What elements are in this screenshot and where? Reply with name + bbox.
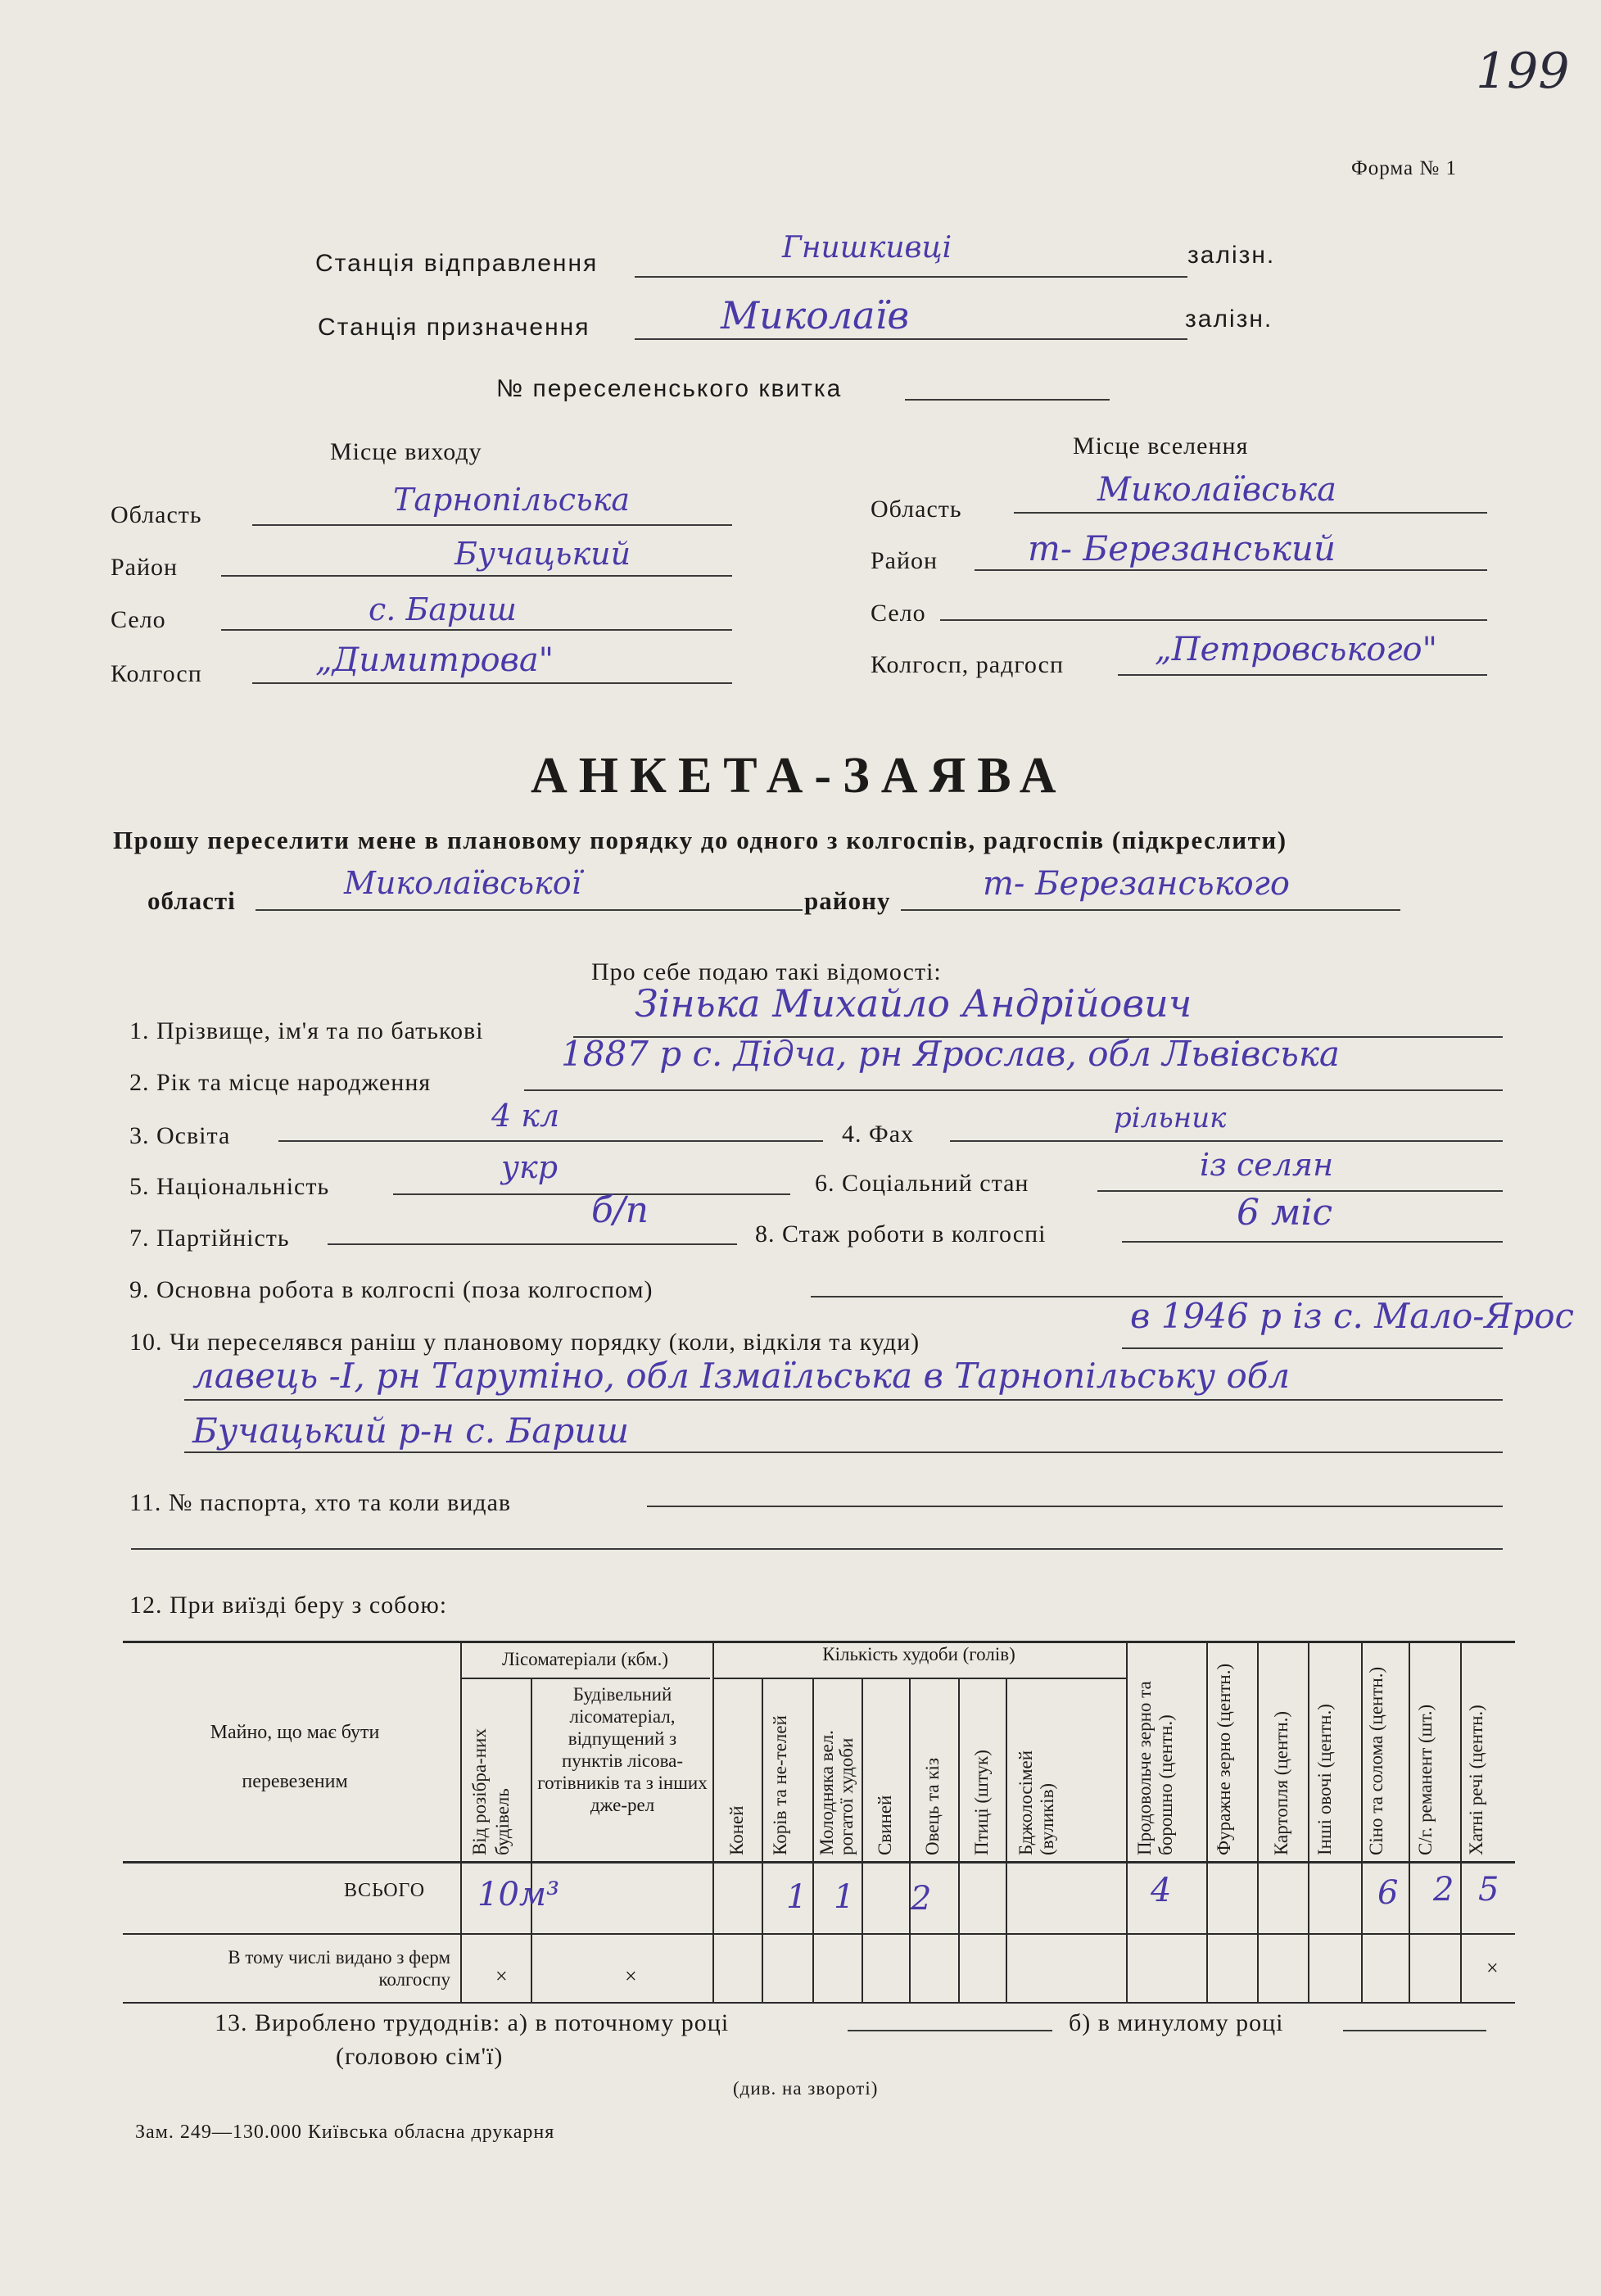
dest-rayon-value: т- Березанський (1028, 528, 1336, 568)
total-pigs: 2 (911, 1880, 932, 1918)
origin-heading: Місце виходу (330, 438, 482, 465)
origin-selo-label: Село (111, 606, 166, 633)
field-11-line-b (131, 1548, 1503, 1550)
field-2-label: 2. Рік та місце народження (129, 1069, 432, 1096)
rail-suffix-1: залізн. (1187, 242, 1276, 269)
cross-mark: × (495, 1964, 509, 1988)
see-back-note: (див. на звороті) (733, 2078, 879, 2099)
col-divider (1308, 1641, 1309, 2002)
livestock-group-header: Кількість худоби (голів) (822, 1644, 1015, 1664)
request-oblast-line (256, 909, 803, 911)
request-oblast-value: Миколаївської (344, 865, 581, 901)
request-rayon-label: району (804, 886, 891, 915)
field-7-value: б/п (591, 1189, 649, 1231)
col-divider (909, 1678, 911, 2002)
total-dismantled: 10м³ (477, 1876, 560, 1913)
col-hay-header: Сіно та солома (центн.) (1366, 1666, 1386, 1855)
dest-kolgosp-line (1118, 674, 1487, 676)
col-property-header: Майно, що має бути перевезеним (210, 1722, 380, 1792)
field-7-line (328, 1243, 737, 1245)
dest-selo-label: Село (871, 600, 926, 627)
col-cows-header: Корів та не-телей (770, 1715, 790, 1855)
field-4-label: 4. Фах (842, 1121, 915, 1148)
cross-mark: × (1486, 1956, 1499, 1980)
field-3-label: 3. Освіта (129, 1122, 231, 1149)
col-household-header: Хатні речі (центн.) (1466, 1705, 1486, 1855)
col-fodder-header: Фуражне зерно (центн.) (1214, 1663, 1234, 1855)
col-bees-header: Бджолосімей (вуликів) (1015, 1750, 1057, 1855)
dest-kolgosp-value: „Петровського" (1155, 631, 1438, 668)
field-4-line (950, 1140, 1503, 1142)
origin-oblast-value: Тарнопільська (393, 482, 631, 518)
col-building-timber-header: Будівельний лісоматеріал, відпущений з пунктів лісова-готівників та з інших дже-рел (537, 1684, 708, 1815)
workdays-current-line (848, 2030, 1052, 2031)
origin-kolgosp-value: „Димитрова" (315, 641, 554, 679)
field-10-line-b (184, 1399, 1503, 1401)
field-3-value: 4 кл (491, 1098, 560, 1134)
row-issued-label: В тому числі видано з ферм колгоспу (228, 1947, 450, 1990)
field-2-value: 1887 р с. Дідча, рн Ярослав, обл Львівська (561, 1034, 1340, 1074)
workdays-sub-label: (головою сім'ї) (336, 2043, 504, 2070)
lumber-group-border (460, 1678, 710, 1679)
col-divider (862, 1678, 863, 2002)
ticket-label: № переселенського квитка (496, 375, 843, 402)
departure-label: Станція відправлення (315, 250, 599, 277)
col-divider (1361, 1641, 1363, 2002)
rail-suffix-2: залізн. (1185, 306, 1273, 333)
origin-rayon-line (221, 575, 732, 577)
departure-line (635, 276, 1187, 278)
origin-oblast-label: Область (111, 501, 202, 528)
col-divider (1126, 1641, 1128, 2002)
origin-kolgosp-label: Колгосп (111, 660, 202, 687)
dest-rayon-label: Район (871, 547, 938, 574)
lumber-group-header: Лісоматеріали (кбм.) (501, 1649, 669, 1669)
col-divider (531, 1678, 532, 2002)
total-hay: 6 (1377, 1874, 1399, 1912)
table-header-border (123, 1861, 1515, 1864)
field-8-label: 8. Стаж роботи в колгоспі (755, 1220, 1047, 1248)
col-horses-header: Коней (726, 1805, 747, 1855)
page-title: АНКЕТА-ЗАЯВА (531, 748, 1068, 804)
field-11-line-a (647, 1506, 1503, 1507)
dest-oblast-value: Миколаївська (1097, 471, 1336, 509)
intro-text: Про себе подаю такі відомості: (591, 958, 942, 985)
col-divider (1460, 1641, 1462, 2002)
destination-line (635, 338, 1187, 340)
workdays-label: 13. Вироблено трудоднів: а) в поточному році (215, 2009, 730, 2036)
field-12-label: 12. При виїзді беру з собою: (129, 1592, 448, 1619)
col-divider (1257, 1641, 1259, 2002)
col-pigs-header: Свиней (875, 1795, 895, 1855)
origin-selo-line (221, 629, 732, 631)
dest-rayon-line (975, 569, 1487, 571)
origin-rayon-label: Район (111, 554, 179, 581)
livestock-group-border (712, 1678, 1126, 1679)
col-divider (1006, 1678, 1007, 2002)
dest-oblast-line (1014, 512, 1487, 514)
field-10-value-3: Бучацький р-н с. Бариш (192, 1411, 630, 1451)
ticket-line (905, 399, 1110, 401)
col-divider (812, 1678, 814, 2002)
field-10-value-1: в 1946 р із с. Мало-Ярос (1130, 1296, 1575, 1336)
dest-kolgosp-label: Колгосп, радгосп (871, 651, 1065, 678)
total-cows: 1 (786, 1878, 807, 1916)
col-divider (1206, 1641, 1208, 2002)
form-label: Форма № 1 (1351, 157, 1457, 179)
field-10-label: 10. Чи переселявся раніш у плановому порядку (коли, відкіля та куди) (129, 1329, 920, 1356)
printer-imprint: Зам. 249—130.000 Київська обласна друкарня (135, 2122, 555, 2143)
field-1-label: 1. Прізвище, ім'я та по батькові (129, 1017, 484, 1044)
field-10-line-c (184, 1451, 1503, 1453)
col-divider (958, 1678, 960, 2002)
col-veg-header: Інші овочі (центн.) (1314, 1704, 1335, 1855)
field-4-value: рільник (1114, 1102, 1227, 1134)
workdays-past-line (1343, 2030, 1486, 2031)
col-divider (1409, 1641, 1410, 2002)
page-number: 199 (1476, 43, 1570, 100)
field-6-label: 6. Соціальний стан (815, 1170, 1029, 1197)
field-5-label: 5. Національність (129, 1173, 330, 1200)
col-divider (460, 1641, 462, 2002)
col-poultry-header: Птиці (штук) (971, 1750, 992, 1855)
col-grain-header: Продовольче зерно та борошно (центн.) (1134, 1681, 1176, 1855)
table-bottom-border (123, 2002, 1515, 2004)
origin-selo-value: с. Бариш (369, 591, 517, 627)
field-5-value: укр (501, 1149, 559, 1185)
field-10-line-a (1122, 1347, 1503, 1349)
field-8-line (1122, 1241, 1503, 1243)
request-rayon-value: т- Березанського (983, 865, 1290, 903)
field-9-label: 9. Основна робота в колгоспі (поза колгоспом) (129, 1276, 654, 1303)
total-tools: 2 (1433, 1871, 1454, 1909)
col-divider (762, 1678, 763, 2002)
total-grain: 4 (1151, 1872, 1172, 1909)
total-young: 1 (834, 1878, 855, 1916)
departure-value: Гнишкивці (782, 231, 952, 265)
workdays-past-label: б) в минулому році (1069, 2009, 1284, 2036)
dest-selo-line (940, 619, 1487, 621)
field-2-line (524, 1089, 1503, 1091)
request-oblast-label: області (147, 886, 236, 915)
cross-mark: × (625, 1964, 638, 1988)
field-11-label: 11. № паспорта, хто та коли видав (129, 1489, 512, 1516)
request-rayon-line (901, 909, 1400, 911)
row-total-label: ВСЬОГО (344, 1880, 426, 1901)
field-8-value: 6 міс (1237, 1192, 1333, 1234)
total-household: 5 (1478, 1871, 1499, 1909)
origin-rayon-value: Бучацький (455, 536, 631, 572)
destination-label: Станція призначення (318, 314, 590, 341)
field-7-label: 7. Партійність (129, 1225, 290, 1252)
field-3-line (278, 1140, 823, 1142)
col-young-header: Молодняка вел. рогатої худоби (816, 1730, 857, 1855)
field-10-value-2: лавець -I, рн Тарутіно, обл Ізмаїльська в Тарнопільську обл (192, 1356, 1291, 1396)
col-sheep-header: Овець та кіз (922, 1757, 943, 1855)
col-divider (712, 1641, 714, 2002)
request-text: Прошу переселити мене в плановому порядку до одного з колгоспів, радгоспів (підкреслити) (113, 826, 1287, 854)
field-6-value: із селян (1200, 1147, 1334, 1183)
table-row-border (123, 1933, 1515, 1935)
col-tools-header: С/г. реманент (шт.) (1415, 1704, 1436, 1855)
col-potato-header: Картопля (центн.) (1271, 1710, 1291, 1855)
dest-oblast-label: Область (871, 496, 962, 523)
origin-kolgosp-line (252, 682, 732, 684)
dest-heading: Місце вселення (1073, 432, 1249, 460)
destination-value: Миколаїв (721, 293, 910, 337)
col-dismantled-header: Від розібра-них будівель (469, 1728, 513, 1855)
field-1-value: Зінька Михайло Андрійович (635, 981, 1192, 1026)
origin-oblast-line (252, 524, 732, 526)
